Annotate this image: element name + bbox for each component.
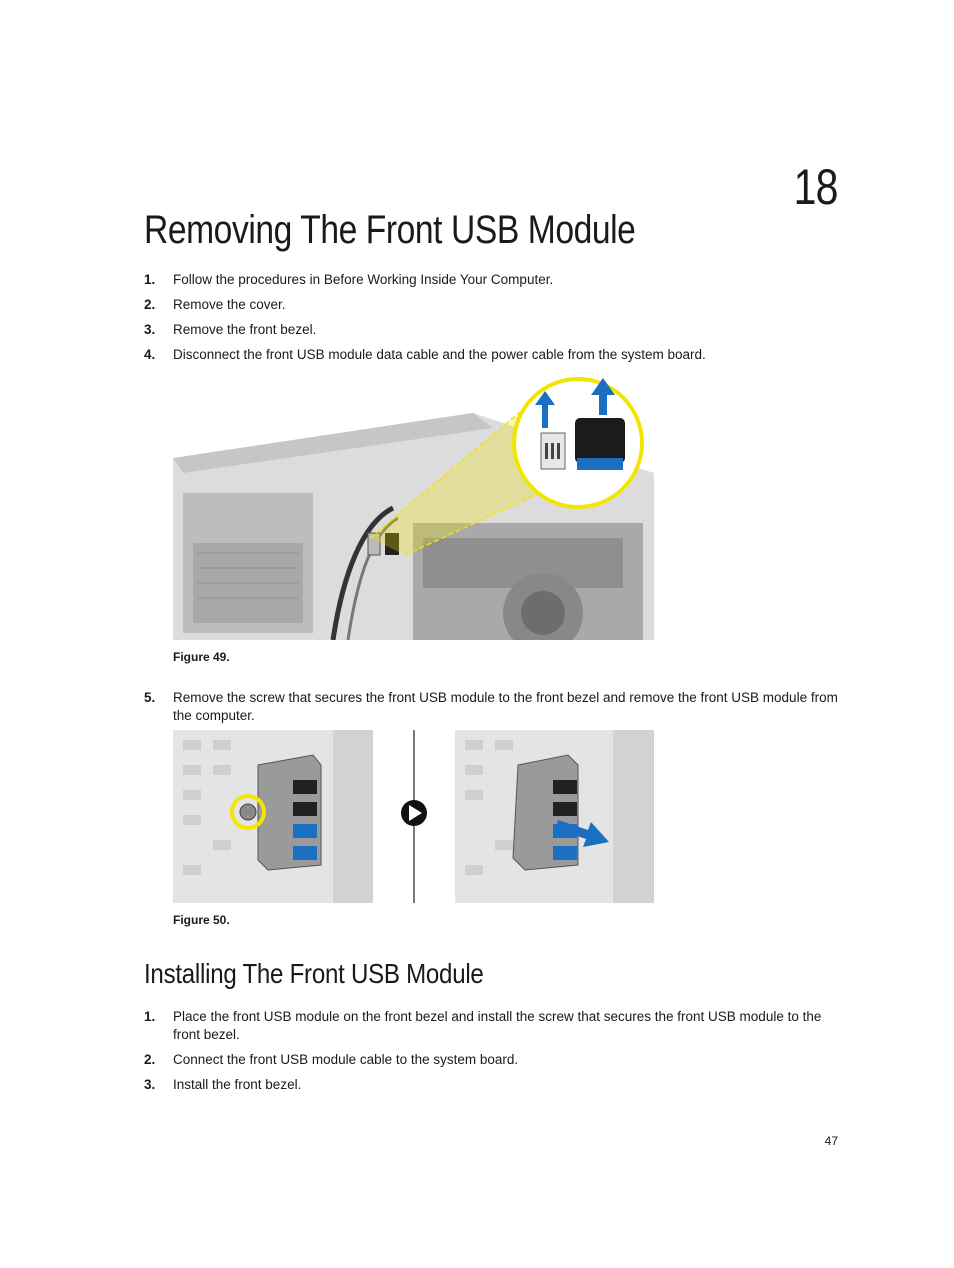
figure-49-image xyxy=(173,373,654,640)
chapter-number: 18 xyxy=(794,159,838,215)
step-text: Place the front USB module on the front bezel and install the screw that secures the front USB module to the front bezel. xyxy=(173,1009,822,1042)
page-number: 47 xyxy=(824,1134,838,1148)
step-text: Remove the cover. xyxy=(173,297,286,312)
section-heading: Installing The Front USB Module xyxy=(144,958,484,989)
step-number: 1. xyxy=(144,1009,156,1024)
cable-disconnect-illustration xyxy=(173,373,654,640)
figure-50-image xyxy=(173,730,654,903)
step-number: 4. xyxy=(144,347,156,362)
figure-50-caption: Figure 50. xyxy=(173,913,230,927)
page-title: Removing The Front USB Module xyxy=(144,208,636,252)
step-text: Install the front bezel. xyxy=(173,1077,302,1092)
step-number: 2. xyxy=(144,1052,156,1067)
step-number: 3. xyxy=(144,1077,156,1092)
usb-module-removal-illustration xyxy=(173,730,654,903)
step-text: Follow the procedures in Before Working Inside Your Computer. xyxy=(173,272,554,287)
step-number: 3. xyxy=(144,322,156,337)
step-number: 2. xyxy=(144,297,156,312)
step-text: Remove the front bezel. xyxy=(173,322,317,337)
step-text: Remove the screw that secures the front USB module to the front bezel and remove the front USB module from the computer. xyxy=(173,690,838,723)
step-text: Disconnect the front USB module data cable and the power cable from the system board. xyxy=(173,347,706,362)
step-number: 1. xyxy=(144,272,156,287)
step-text: Connect the front USB module cable to the system board. xyxy=(173,1052,519,1067)
step-number: 5. xyxy=(144,690,156,705)
figure-49-caption: Figure 49. xyxy=(173,650,230,664)
